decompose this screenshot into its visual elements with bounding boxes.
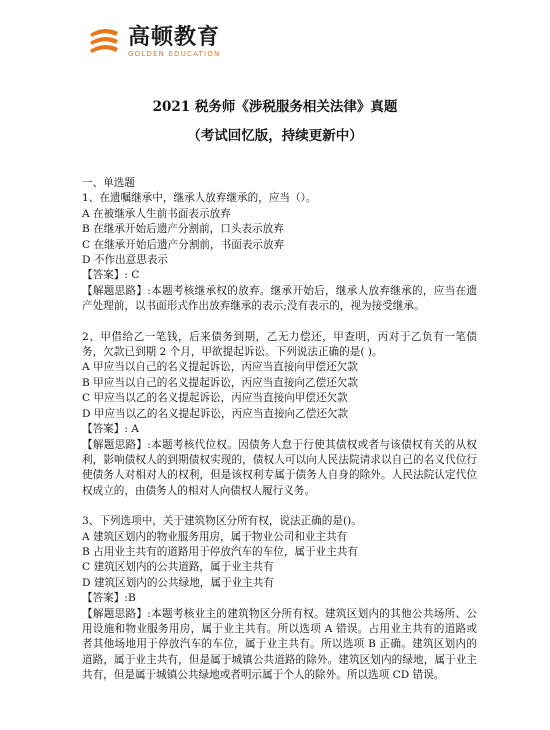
option-a: A 在被继承人生前书面表示放弃	[82, 207, 231, 220]
answer: 【答案】:B	[82, 592, 136, 605]
option-d: D 不作出意思表示	[82, 254, 169, 267]
question-2	[82, 330, 477, 499]
answer: 【答案】: C	[82, 269, 140, 282]
question-3	[82, 514, 477, 683]
option-b: B 在继承开始后遗产分割前，口头表示放弃	[82, 223, 284, 236]
section-heading: 一、单选题	[82, 177, 135, 189]
document-subtitle: （考试回忆版，持续更新中）	[187, 128, 363, 144]
spacer	[82, 315, 477, 330]
document-title: 2021 税务师《涉税服务相关法律》真题	[152, 99, 398, 115]
answer: 【答案】: A	[82, 423, 139, 436]
option-d: D 甲应当以乙的名义提起诉讼，丙应当直接向乙偿还欠款	[82, 407, 349, 420]
option-b: B 甲应当以自己的名义提起诉讼，丙应当直接向乙偿还欠款	[82, 376, 358, 389]
option-d: D 建筑区划内的公共绿地，属于业主共有	[82, 576, 274, 589]
document-body	[82, 176, 477, 684]
analysis: 【解题思路】:本题考核代位权。因债务人怠于行使其债权或者与该债权有关的从权利，影响债权人的到期债权实现的，债权人可以向人民法院请求以自己的名义代位行使债务人对相对人的权利，但是该权利专属于债务人自身的除外。人民法院认定代位权成立的，由债务人的相对人向债权人履行义务。	[82, 438, 477, 497]
question-stem: 1、在遗嘱继承中，继承人放弃继承的，应当（）。	[82, 192, 317, 205]
option-b: B 占用业主共有的道路用于停放汽车的车位，属于业主共有	[82, 545, 358, 558]
brand-name-en: GOLDEN EDUCATION	[128, 49, 221, 58]
golden-education-logo-icon	[86, 24, 122, 60]
option-a: A 甲应当以自己的名义提起诉讼，丙应当直接向甲偿还欠款	[82, 361, 358, 374]
spacer	[82, 499, 477, 514]
question-1	[82, 191, 477, 314]
option-c: C 甲应当以乙的名义提起诉讼，丙应当直接向甲偿还欠款	[82, 392, 348, 405]
question-stem: 2、甲借给乙一笔钱，后来债务到期，乙无力偿还，甲查明，丙对于乙负有一笔债务，欠款已到期 2 个月，甲欲提起诉讼。下列说法正确的是( )。	[82, 330, 477, 359]
brand-name-cn: 高顿教育	[128, 24, 221, 50]
option-c: C 在继承开始后遗产分割前，书面表示放弃	[82, 238, 285, 251]
brand-logo	[86, 20, 220, 64]
option-c: C 建筑区划内的公共道路，属于业主共有	[82, 561, 274, 574]
analysis: 【解题思路】:本题考核继承权的放弃。继承开始后，继承人放弃继承的，应当在遗产处理前，以书面形式作出放弃继承的表示;没有表示的，视为接受继承。	[82, 284, 477, 313]
analysis: 【解题思路】:本题考核业主的建筑物区分所有权。建筑区划内的其他公共场所、公用设施和物业服务用房，属于业主共有。所以选项 A 错误。占用业主共有的道路或者其他场地用于停放汽车的车位，属于业主共有。所以选项 B 正确。建筑区划内的道路，属于业主共有，但是属于城镇公共道路的除外。建筑区划内的绿地，属于业主共有，但是属于城镇公共绿地或者明示属于个人的除外。所以选项 CD 错误。	[82, 607, 477, 682]
question-stem: 3、下列选项中，关于建筑物区分所有权，说法正确的是()。	[82, 515, 362, 528]
option-a: A 建筑区划内的物业服务用房，属于物业公司和业主共有	[82, 530, 348, 543]
